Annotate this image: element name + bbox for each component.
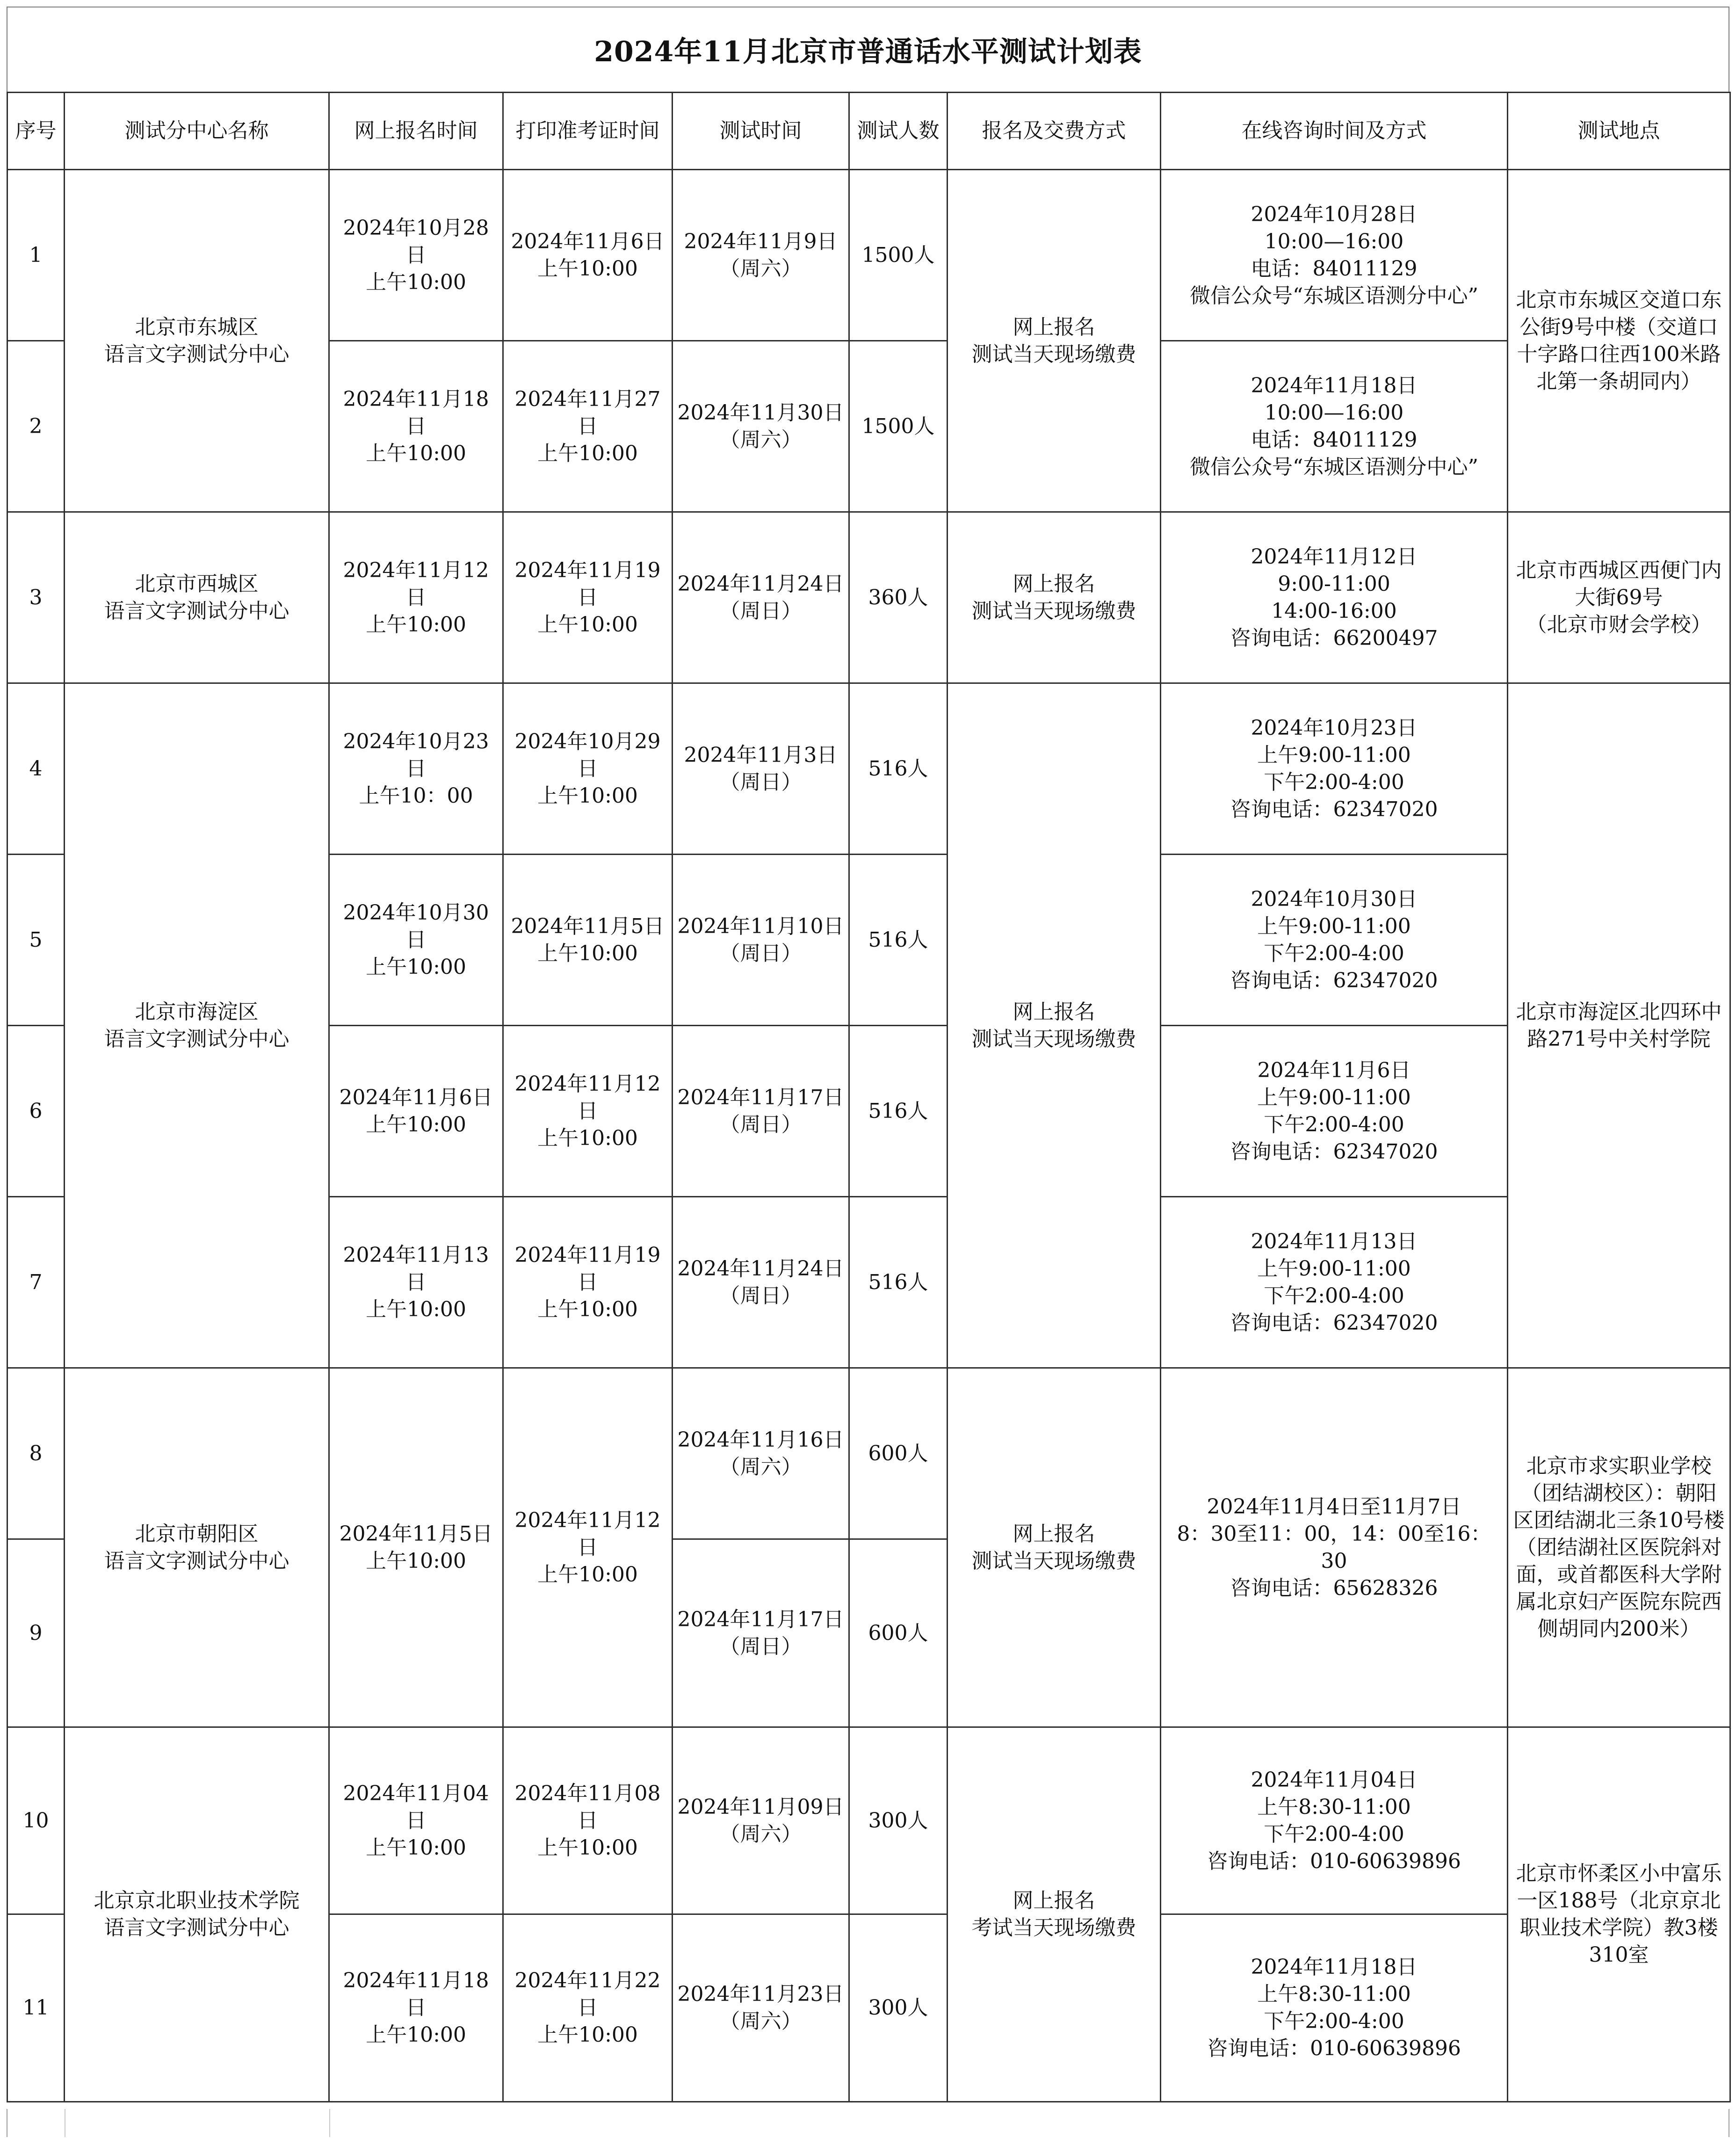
reg-time: 2024年11月18日 上午10:00 (329, 1914, 503, 2102)
consult-info: 2024年11月12日 9:00-11:00 14:00-16:00 咨询电话：66200497 (1161, 512, 1508, 683)
consult-info: 2024年11月18日 上午8:30-11:00 下午2:00-4:00 咨询电话：010-60639896 (1161, 1914, 1508, 2102)
test-time: 2024年11月16日 （周六） (673, 1368, 849, 1539)
page-title: 2024年11月北京市普通话水平测试计划表 (7, 7, 1729, 92)
test-location: 北京市海淀区北四环中路271号中关村学院 (1508, 683, 1730, 1368)
print-time: 2024年11月27日 上午10:00 (503, 341, 673, 512)
pay-method: 网上报名 测试当天现场缴费 (948, 170, 1161, 512)
test-count: 300人 (849, 1914, 948, 2102)
print-time: 2024年11月19日 上午10:00 (503, 1197, 673, 1368)
test-time: 2024年11月17日 （周日） (673, 1539, 849, 1727)
reg-time: 2024年10月28日 上午10:00 (329, 170, 503, 341)
row-no: 3 (7, 512, 65, 683)
center-name: 北京市东城区 语言文字测试分中心 (65, 170, 329, 512)
consult-info: 2024年10月23日 上午9:00-11:00 下午2:00-4:00 咨询电话：62347020 (1161, 683, 1508, 855)
test-location: 北京市怀柔区小中富乐一区188号（北京京北职业技术学院）教3楼310室 (1508, 1727, 1730, 2102)
divider (329, 2109, 330, 2137)
reg-time: 2024年11月12日 上午10:00 (329, 512, 503, 683)
print-time: 2024年11月08日 上午10:00 (503, 1727, 673, 1914)
print-time: 2024年11月5日 上午10:00 (503, 855, 673, 1026)
row-no: 11 (7, 1914, 65, 2102)
header-consult: 在线咨询时间及方式 (1161, 93, 1508, 170)
print-time: 2024年11月6日 上午10:00 (503, 170, 673, 341)
print-time: 2024年11月19日 上午10:00 (503, 512, 673, 683)
test-count: 600人 (849, 1539, 948, 1727)
header-method: 报名及交费方式 (948, 93, 1161, 170)
test-time: 2024年11月09日 （周六） (673, 1727, 849, 1914)
test-time: 2024年11月30日 （周六） (673, 341, 849, 512)
center-name: 北京市西城区 语言文字测试分中心 (65, 512, 329, 683)
table-row (7, 1727, 1730, 1914)
reg-time: 2024年11月04日 上午10:00 (329, 1727, 503, 1914)
test-count: 516人 (849, 1197, 948, 1368)
bottom-edge (7, 2109, 1729, 2137)
row-no: 5 (7, 855, 65, 1026)
pay-method: 网上报名 测试当天现场缴费 (948, 683, 1161, 1368)
table-row (7, 512, 1730, 683)
consult-info: 2024年11月6日 上午9:00-11:00 下午2:00-4:00 咨询电话：62347020 (1161, 1026, 1508, 1197)
print-time: 2024年10月29日 上午10:00 (503, 683, 673, 855)
test-time: 2024年11月3日 （周日） (673, 683, 849, 855)
row-no: 8 (7, 1368, 65, 1539)
consult-info: 2024年11月04日 上午8:30-11:00 下午2:00-4:00 咨询电话：010-60639896 (1161, 1727, 1508, 1914)
test-time: 2024年11月10日 （周日） (673, 855, 849, 1026)
center-name: 北京市朝阳区 语言文字测试分中心 (65, 1368, 329, 1727)
print-time: 2024年11月12日 上午10:00 (503, 1368, 673, 1727)
header-center: 测试分中心名称 (65, 93, 329, 170)
test-location: 北京市求实职业学校（团结湖校区）：朝阳区团结湖北三条10号楼（团结湖社区医院斜对面，或首都医科大学附属北京妇产医院东院西侧胡同内200米） (1508, 1368, 1730, 1727)
test-count: 516人 (849, 683, 948, 855)
reg-time: 2024年11月6日 上午10:00 (329, 1026, 503, 1197)
consult-info: 2024年11月18日 10:00—16:00 电话：84011129 微信公众号“东城区语测分中心” (1161, 341, 1508, 512)
table-row (7, 170, 1730, 341)
header-row (7, 93, 1730, 170)
test-count: 516人 (849, 855, 948, 1026)
test-location: 北京市东城区交道口东公街9号中楼（交道口十字路口往西100米路北第一条胡同内） (1508, 170, 1730, 512)
consult-info: 2024年11月4日至11月7日 8：30至11：00，14：00至16：30 咨询电话：65628326 (1161, 1368, 1508, 1727)
pay-method: 网上报名 测试当天现场缴费 (948, 512, 1161, 683)
reg-time: 2024年11月13日 上午10:00 (329, 1197, 503, 1368)
header-location: 测试地点 (1508, 93, 1730, 170)
consult-info: 2024年11月13日 上午9:00-11:00 下午2:00-4:00 咨询电话：62347020 (1161, 1197, 1508, 1368)
table-row (7, 683, 1730, 855)
test-count: 1500人 (849, 170, 948, 341)
center-name: 北京京北职业技术学院 语言文字测试分中心 (65, 1727, 329, 2102)
schedule-table (7, 92, 1731, 2102)
consult-info: 2024年10月28日 10:00—16:00 电话：84011129 微信公众号“东城区语测分中心” (1161, 170, 1508, 341)
center-name: 北京市海淀区 语言文字测试分中心 (65, 683, 329, 1368)
header-count: 测试人数 (849, 93, 948, 170)
row-no: 2 (7, 341, 65, 512)
row-no: 6 (7, 1026, 65, 1197)
pay-method: 网上报名 测试当天现场缴费 (948, 1368, 1161, 1727)
test-time: 2024年11月24日 （周日） (673, 512, 849, 683)
row-no: 10 (7, 1727, 65, 1914)
row-no: 4 (7, 683, 65, 855)
test-location: 北京市西城区西便门内大街69号 （北京市财会学校） (1508, 512, 1730, 683)
header-reg: 网上报名时间 (329, 93, 503, 170)
header-test: 测试时间 (673, 93, 849, 170)
reg-time: 2024年10月23日 上午10：00 (329, 683, 503, 855)
row-no: 9 (7, 1539, 65, 1727)
table-row (7, 1368, 1730, 1539)
header-print: 打印准考证时间 (503, 93, 673, 170)
consult-info: 2024年10月30日 上午9:00-11:00 下午2:00-4:00 咨询电话：62347020 (1161, 855, 1508, 1026)
test-time: 2024年11月24日 （周日） (673, 1197, 849, 1368)
test-count: 360人 (849, 512, 948, 683)
reg-time: 2024年11月18日 上午10:00 (329, 341, 503, 512)
test-count: 1500人 (849, 341, 948, 512)
test-time: 2024年11月23日 （周六） (673, 1914, 849, 2102)
print-time: 2024年11月22日 上午10:00 (503, 1914, 673, 2102)
test-count: 300人 (849, 1727, 948, 1914)
row-no: 1 (7, 170, 65, 341)
row-no: 7 (7, 1197, 65, 1368)
test-count: 600人 (849, 1368, 948, 1539)
test-count: 516人 (849, 1026, 948, 1197)
print-time: 2024年11月12日 上午10:00 (503, 1026, 673, 1197)
header-no: 序号 (7, 93, 65, 170)
reg-time: 2024年10月30日 上午10:00 (329, 855, 503, 1026)
reg-time: 2024年11月5日 上午10:00 (329, 1368, 503, 1727)
test-time: 2024年11月9日 （周六） (673, 170, 849, 341)
pay-method: 网上报名 考试当天现场缴费 (948, 1727, 1161, 2102)
test-time: 2024年11月17日 （周日） (673, 1026, 849, 1197)
